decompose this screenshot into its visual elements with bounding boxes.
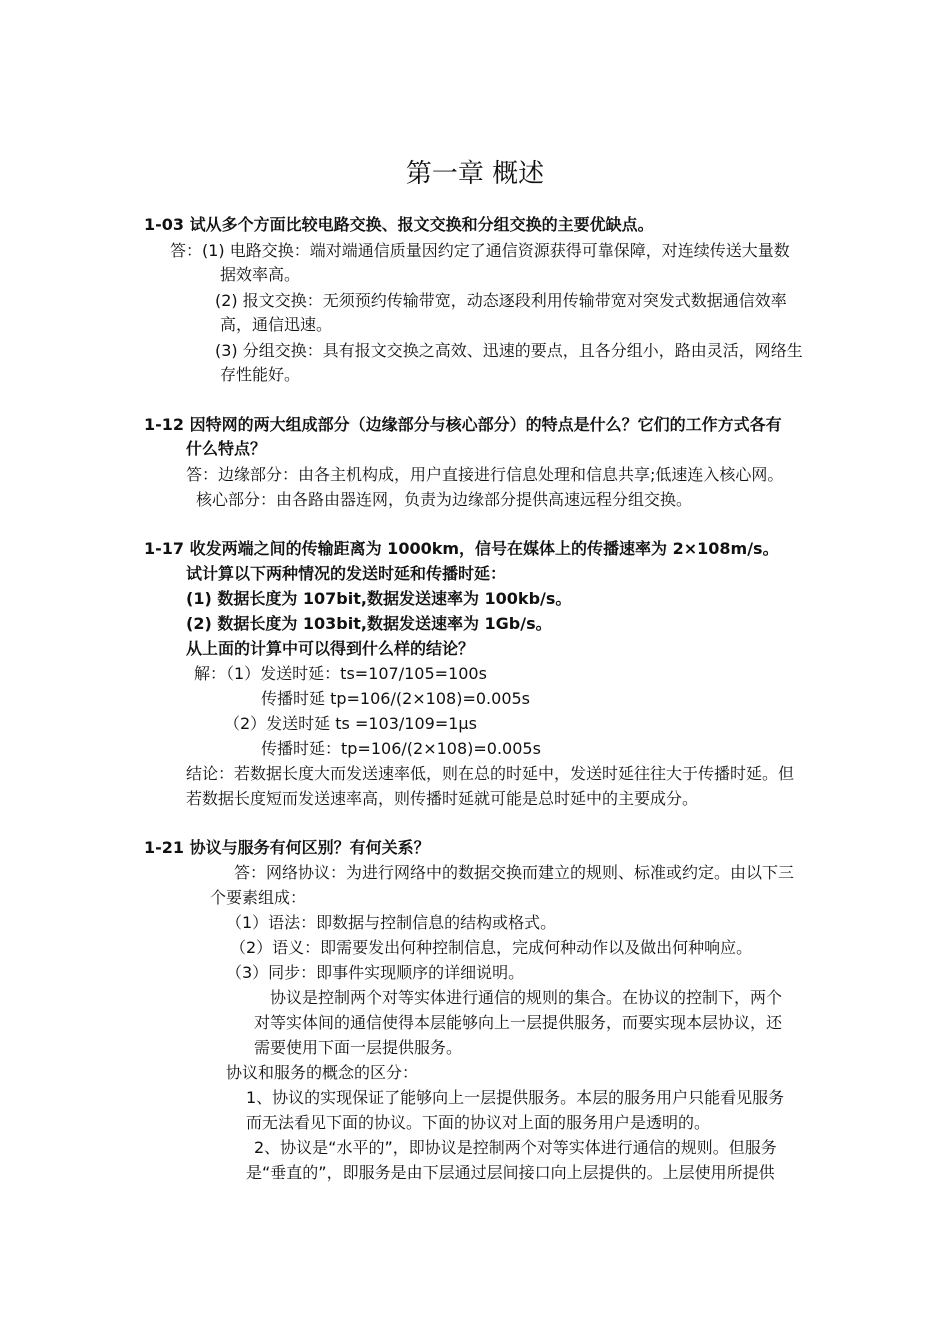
paragraph-line: 是“垂直的”，即服务是由下层通过层间接口向上层提供的。上层使用所提供 (246, 1163, 775, 1182)
solution-line: （2）发送时延 ts =103/109=1µs (224, 714, 477, 733)
answer-line: 答：网络协议：为进行网络中的数据交换而建立的规则、标准或约定。由以下三 (234, 863, 795, 882)
paragraph-line: 需要使用下面一层提供服务。 (254, 1038, 463, 1057)
page-title: 第一章 概述 (405, 159, 545, 189)
answer-line: (3) 分组交换：具有报文交换之高效、迅速的要点，且各分组小，路由灵活，网络生 (215, 341, 803, 360)
answer-line: (2) 报文交换：无须预约传输带宽，动态逐段利用传输带宽对突发式数据通信效率 (215, 291, 787, 310)
question-1-12-cont: 什么特点？ (186, 439, 267, 458)
element-line: （3）同步：即事件实现顺序的详细说明。 (226, 963, 525, 982)
answer-line: 核心部分：由各路由器连网，负责为边缘部分提供高速远程分组交换。 (196, 490, 693, 509)
solution-line: 传播时延：tp=106/(2×108)=0.005s (261, 739, 541, 758)
question-line: 从上面的计算中可以得到什么样的结论？ (186, 639, 475, 658)
conclusion-line: 若数据长度短而发送速率高，则传播时延就可能是总时延中的主要成分。 (186, 789, 699, 808)
paragraph-line: 1、协议的实现保证了能够向上一层提供服务。本层的服务用户只能看见服务 (246, 1088, 785, 1107)
question-line: 试计算以下两种情况的发送时延和传播时延： (186, 564, 507, 583)
paragraph-line: 协议是控制两个对等实体进行通信的规则的集合。在协议的控制下，两个 (270, 988, 783, 1007)
answer-line: 高，通信迅速。 (220, 315, 333, 334)
question-line: (1) 数据长度为 107bit,数据发送速率为 100kb/s。 (186, 589, 572, 608)
conclusion-line: 结论：若数据长度大而发送速率低，则在总的时延中，发送时延往往大于传播时延。但 (186, 764, 795, 783)
answer-line: 答：边缘部分：由各主机构成，用户直接进行信息处理和信息共享;低速连入核心网。 (186, 465, 784, 484)
question-line: (2) 数据长度为 103bit,数据发送速率为 1Gb/s。 (186, 614, 552, 633)
solution-line: 解：（1）发送时延：ts=107/105=100s (194, 664, 487, 683)
element-line: （1）语法：即数据与控制信息的结构或格式。 (226, 913, 557, 932)
paragraph-line: 2、协议是“水平的”，即协议是控制两个对等实体进行通信的规则。但服务 (254, 1138, 777, 1157)
answer-line: 据效率高。 (220, 265, 301, 284)
question-1-17: 1-17 收发两端之间的传输距离为 1000km，信号在媒体上的传播速率为 2×108m/s。 (144, 539, 779, 558)
answer-line: 存性能好。 (220, 365, 301, 384)
paragraph-line: 协议和服务的概念的区分： (226, 1063, 419, 1082)
element-line: （2）语义：即需要发出何种控制信息，完成何种动作以及做出何种响应。 (230, 938, 753, 957)
question-1-21: 1-21 协议与服务有何区别？有何关系？ (144, 838, 430, 857)
solution-line: 传播时延 tp=106/(2×108)=0.005s (261, 689, 531, 708)
answer-line: 答：(1) 电路交换：端对端通信质量因约定了通信资源获得可靠保障，对连续传送大量数 (170, 241, 790, 260)
answer-line: 个要素组成： (210, 888, 307, 907)
paragraph-line: 而无法看见下面的协议。下面的协议对上面的服务用户是透明的。 (246, 1113, 711, 1132)
question-1-12: 1-12 因特网的两大组成部分（边缘部分与核心部分）的特点是什么？它们的工作方式各有 (144, 415, 782, 434)
paragraph-line: 对等实体间的通信使得本层能够向上一层提供服务，而要实现本层协议，还 (254, 1013, 783, 1032)
question-1-03: 1-03 试从多个方面比较电路交换、报文交换和分组交换的主要优缺点。 (144, 215, 654, 234)
